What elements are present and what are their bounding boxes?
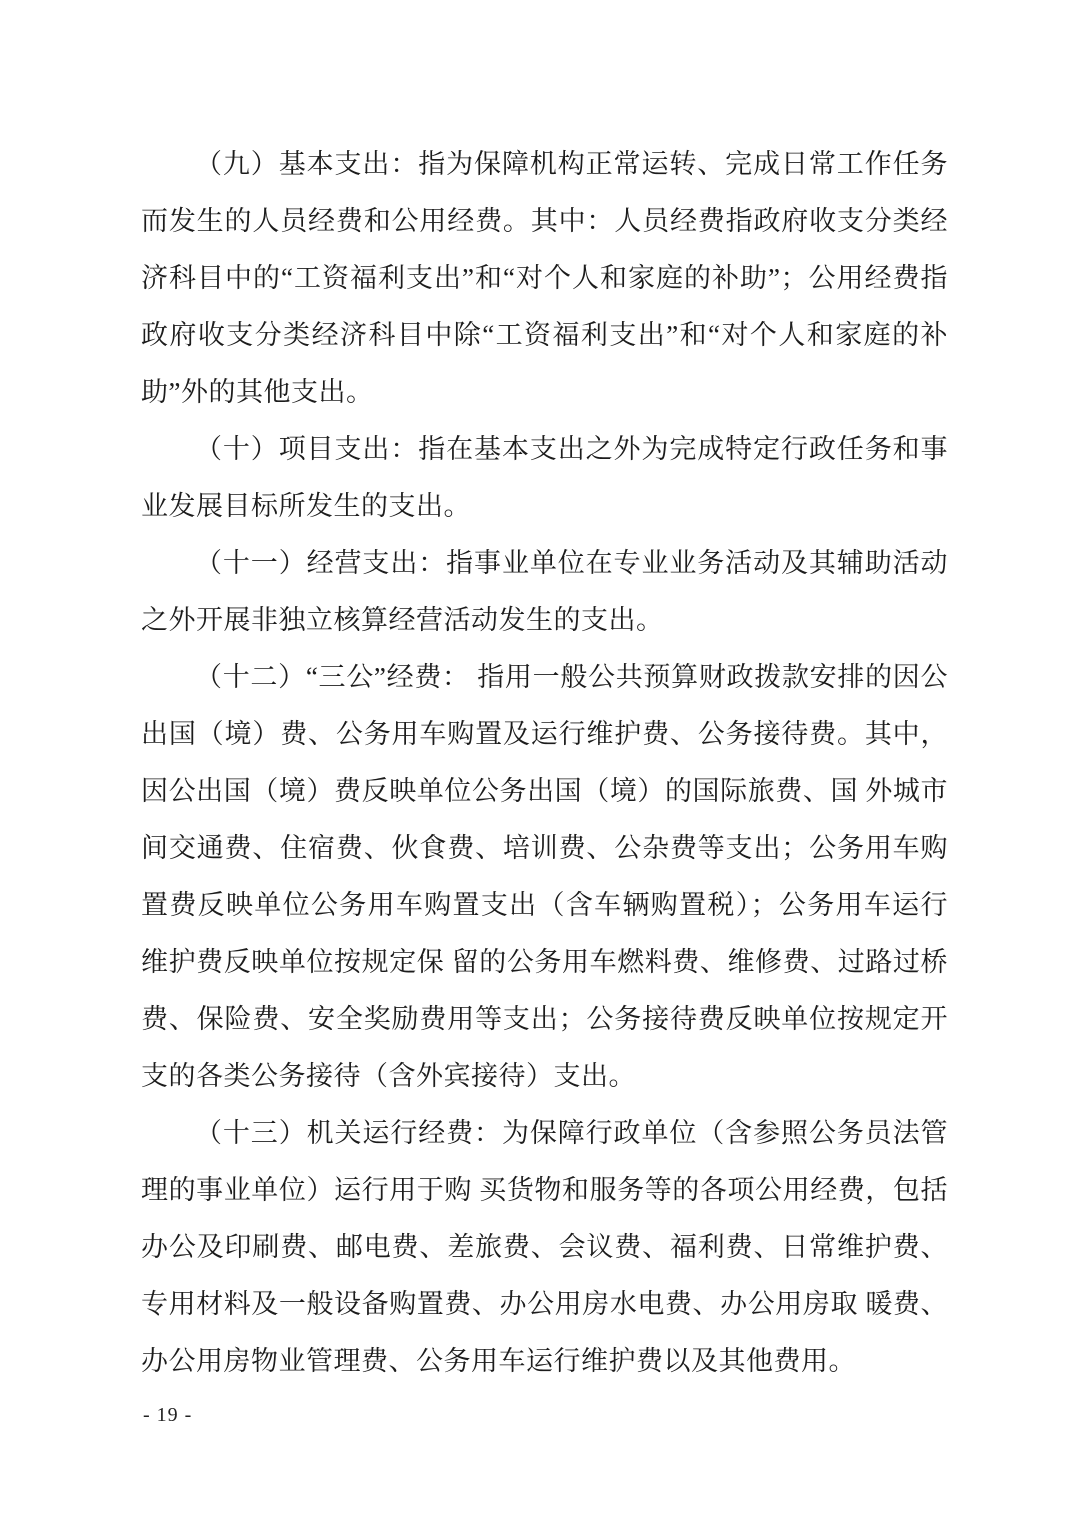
paragraph: （十三）机关运行经费：为保障行政单位（含参照公务员法管理的事业单位）运行用于购 买货物和服务等的各项公用经费，包括办公及印刷费、邮电费、差旅费、会议费、福利费、日常维护费、专用材料及一般设备购置费、办公用房水电费、办公用房取 暖费、办公用房物业管理费、公务用车运行维护费以及其他费用。 bbox=[141, 1118, 948, 1376]
paragraph: （九）基本支出：指为保障机构正常运转、完成日常工作任务而发生的人员经费和公用经费。其中：人员经费指政府收支分类经济科目中的“工资福利支出”和“对个人和家庭的补助”；公用经费指政府收支分类经济科目中除“工资福利支出”和“对个人和家庭的补助”外的其他支出。 bbox=[141, 149, 948, 407]
page-number: - 19 - bbox=[143, 1404, 193, 1426]
paragraph: （十）项目支出：指在基本支出之外为完成特定行政任务和事业发展目标所发生的支出。 bbox=[141, 434, 948, 521]
paragraph: （十二）“三公”经费： 指用一般公共预算财政拨款安排的因公出国（境）费、公务用车购置及运行维护费、公务接待费。其中，因公出国（境）费反映单位公务出国（境）的国际旅费、国 外城市间交通费、住宿费、伙食费、培训费、公杂费等支出；公务用车购置费反映单位公务用车购置支出（含车辆购置税）；公务用车运行维护费反映单位按规定保 留的公务用车燃料费、维修费、过路过桥费、保险费、安全奖励费用等支出；公务接待费反映单位按规定开支的各类公务接待（含外宾接待）支出。 bbox=[141, 662, 948, 1091]
document-body bbox=[141, 136, 948, 1390]
paragraph: （十一）经营支出：指事业单位在专业业务活动及其辅助活动之外开展非独立核算经营活动发生的支出。 bbox=[141, 548, 948, 635]
